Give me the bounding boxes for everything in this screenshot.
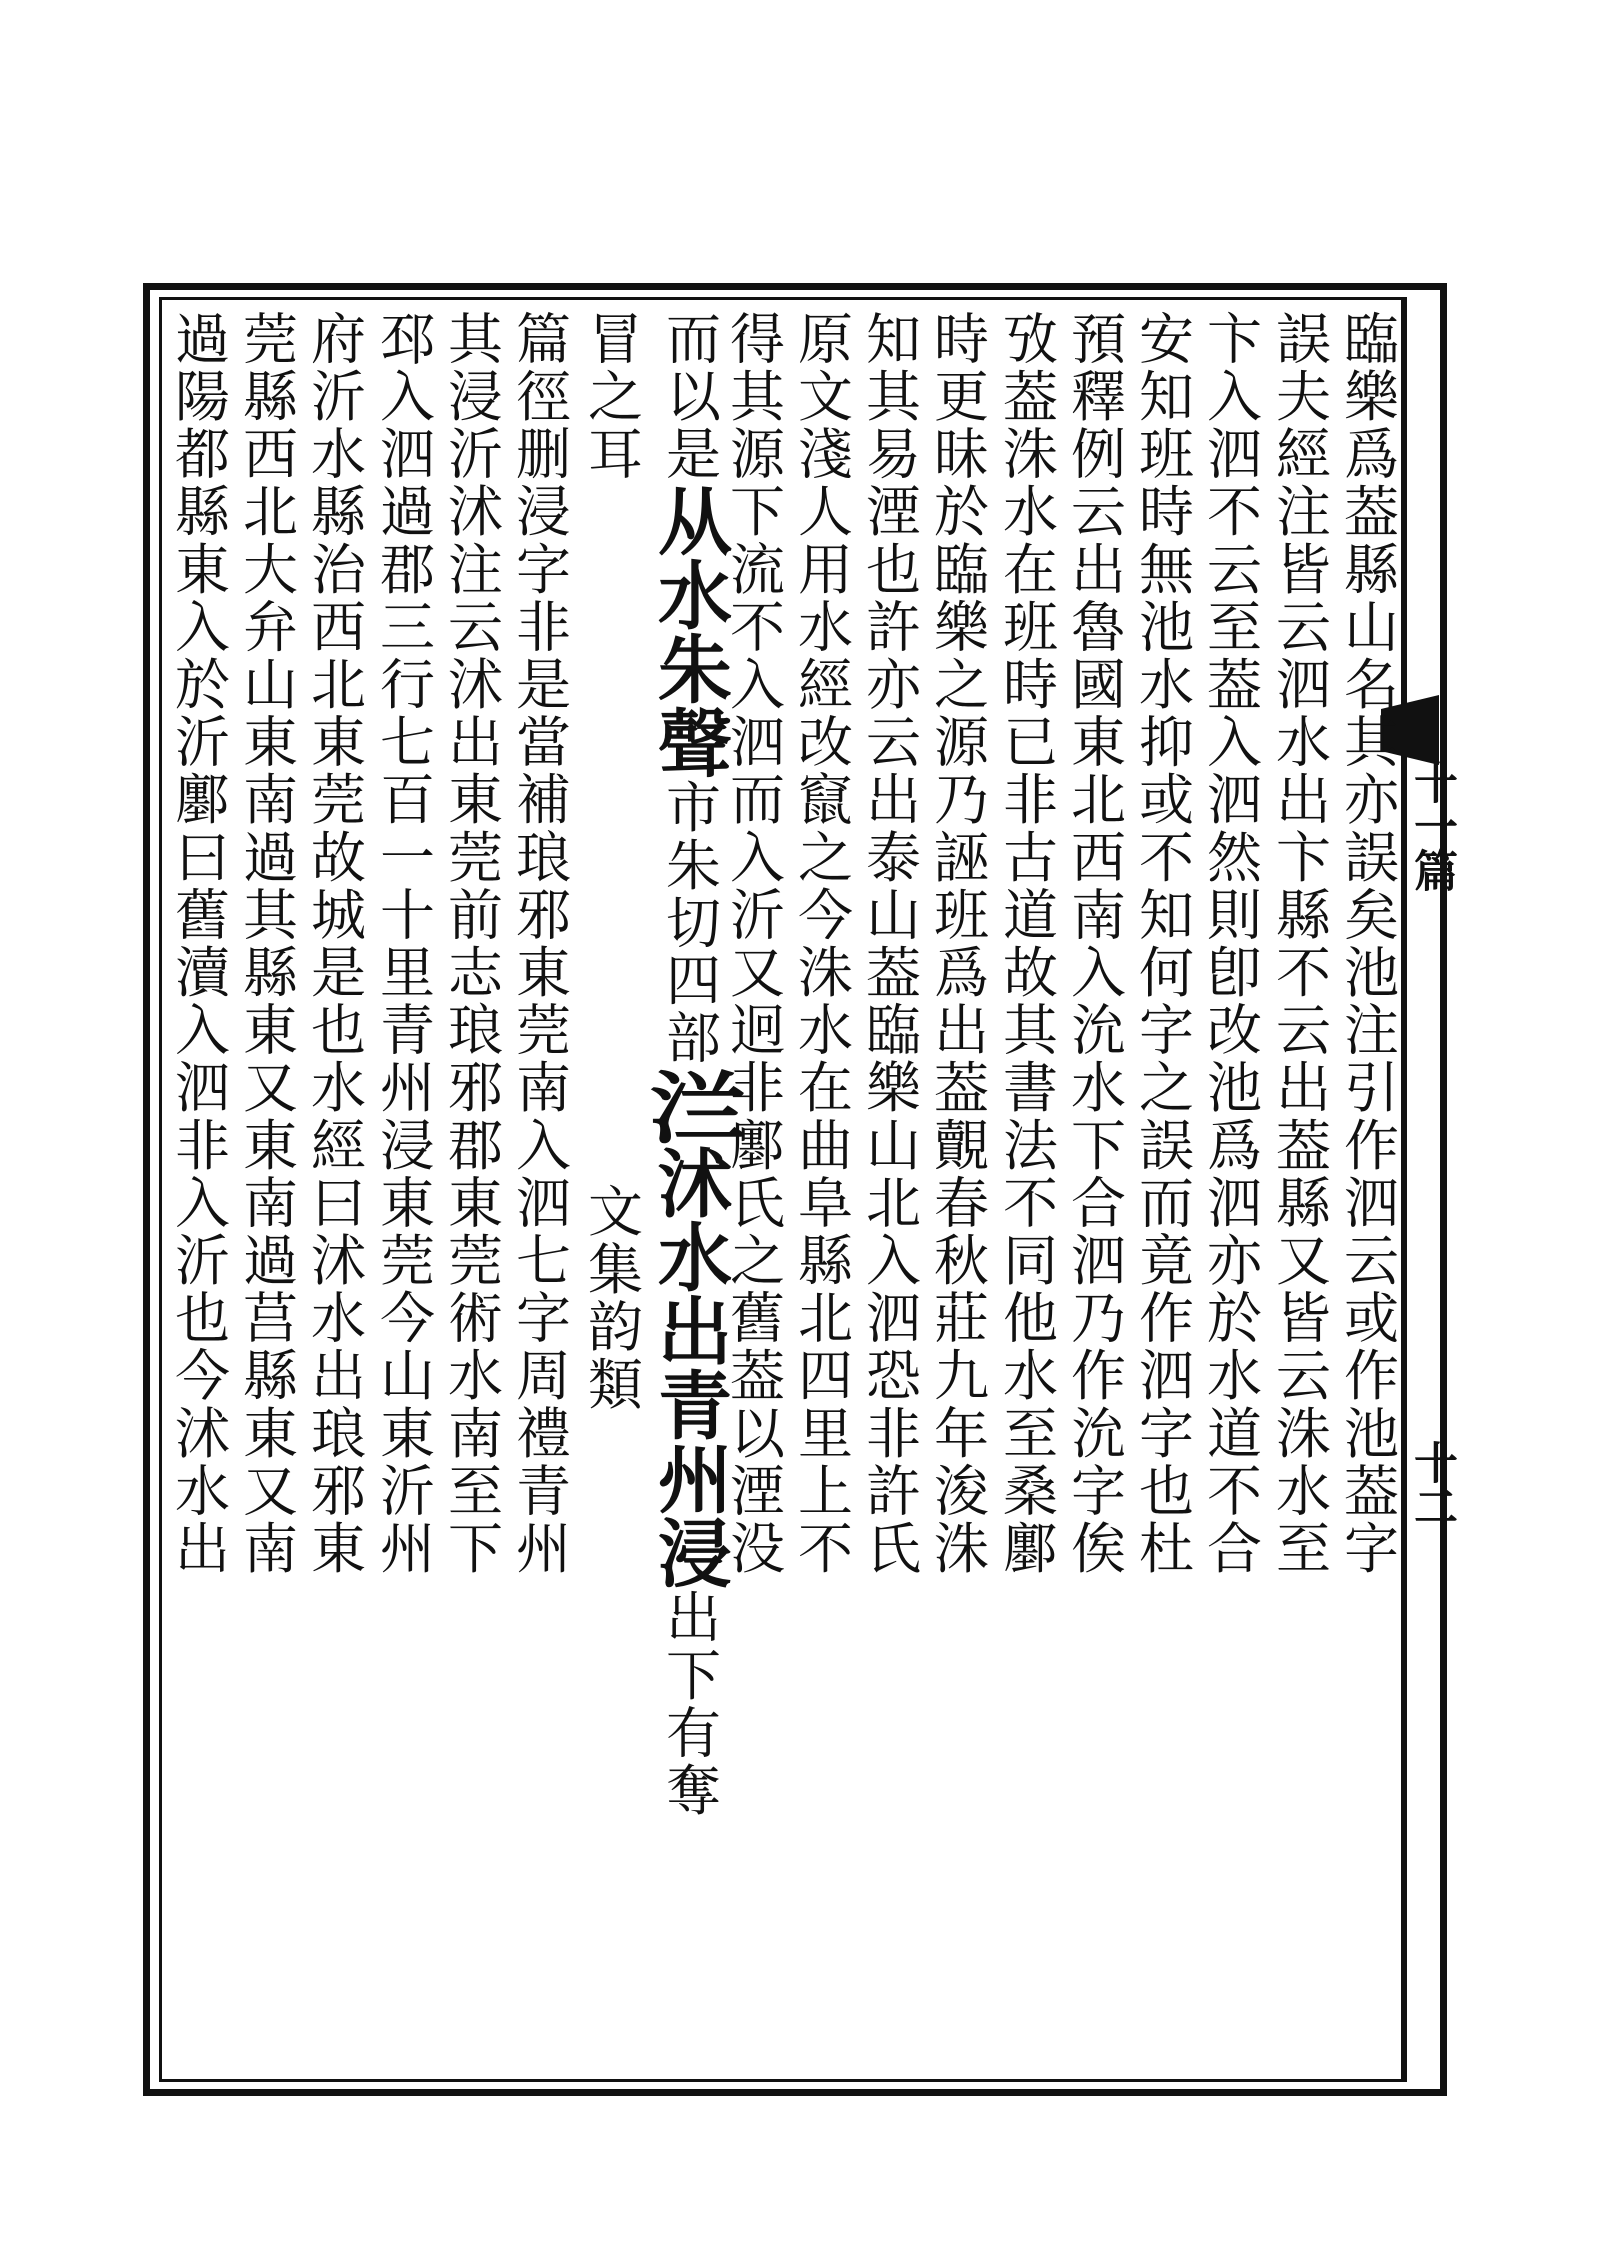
commentary-note: 出下有奪 — [657, 1588, 721, 1820]
text-column-1: 臨樂爲葢縣山名其亦誤矣池注引作泗云或作池葢字 — [1335, 310, 1399, 1578]
text-column-13: 其浸沂沭注云沭出東莞前志琅邪郡東莞術水南至下 — [439, 310, 503, 1578]
fold-column — [1404, 297, 1438, 2082]
text-column-8: 知其易湮也許亦云出泰山葢臨樂山北入泗恐非許氏 — [857, 310, 921, 1578]
text-column-7: 時更昧於臨樂之源乃誣班爲出葢覿春秋莊九年浚洙 — [925, 310, 989, 1578]
text-column-17: 過陽都縣東入於沂鄽曰舊瀆入泗非入沂也今沭水出 — [166, 310, 230, 1578]
headword-phonetic: 从水朱聲 — [646, 482, 732, 779]
text-column-9: 原文淺人用水經改竄之今洙水在曲阜縣北四里上不 — [789, 310, 853, 1578]
headword-entry: 沭水出青州浸 — [646, 1144, 732, 1589]
text-column-2: 誤夫經注皆云泗水出卞縣不云出葢縣又皆云洙水至 — [1267, 310, 1331, 1578]
text-column-4: 安知班時無池水抑或不知何字之誤而竟作泗字也杜 — [1130, 310, 1194, 1578]
text-column-12: 篇徑删浸字非是當補琅邪東莞南入泗七字周禮青州 — [507, 310, 571, 1578]
seal-script-character: 㳕 — [632, 1066, 747, 1145]
text-column-16: 莞縣西北大弁山東南過其縣東又東南過莒縣東又南 — [234, 310, 298, 1578]
headword-column — [632, 310, 747, 1820]
fold-label-chapter: 十一篇 — [1406, 760, 1457, 892]
text-column-14: 邳入泗過郡三行七百一十里青州浸東莞今山東沂州 — [371, 310, 435, 1578]
text-column-15: 府沂水縣治西北東莞故城是也水經曰沭水出琅邪東 — [302, 310, 366, 1578]
commentary-note-2: 文集韵類 — [579, 1182, 643, 1414]
text-column-3: 卞入泗不云至葢入泗然則卽改池爲泗亦於水道不合 — [1198, 310, 1262, 1578]
commentary-start: 冒之耳 — [579, 310, 643, 483]
text-column-11b — [580, 310, 642, 1413]
reading-note: 市朱切四部 — [657, 778, 721, 1067]
text-column-10: 得其源下流不入泗而入沂又迥非鄽氏之舊葢以湮没 — [721, 310, 785, 1578]
commentary-tail: 而以是 — [657, 310, 721, 483]
text-column-5: 預釋例云出魯國東北西南入沇水下合泗乃作沇字俟 — [1062, 310, 1126, 1578]
text-column-6: 攷葢洙水在班時已非古道故其書法不同他水至桑鄽 — [994, 310, 1058, 1578]
fold-label-page: 十二 — [1406, 1440, 1457, 1528]
